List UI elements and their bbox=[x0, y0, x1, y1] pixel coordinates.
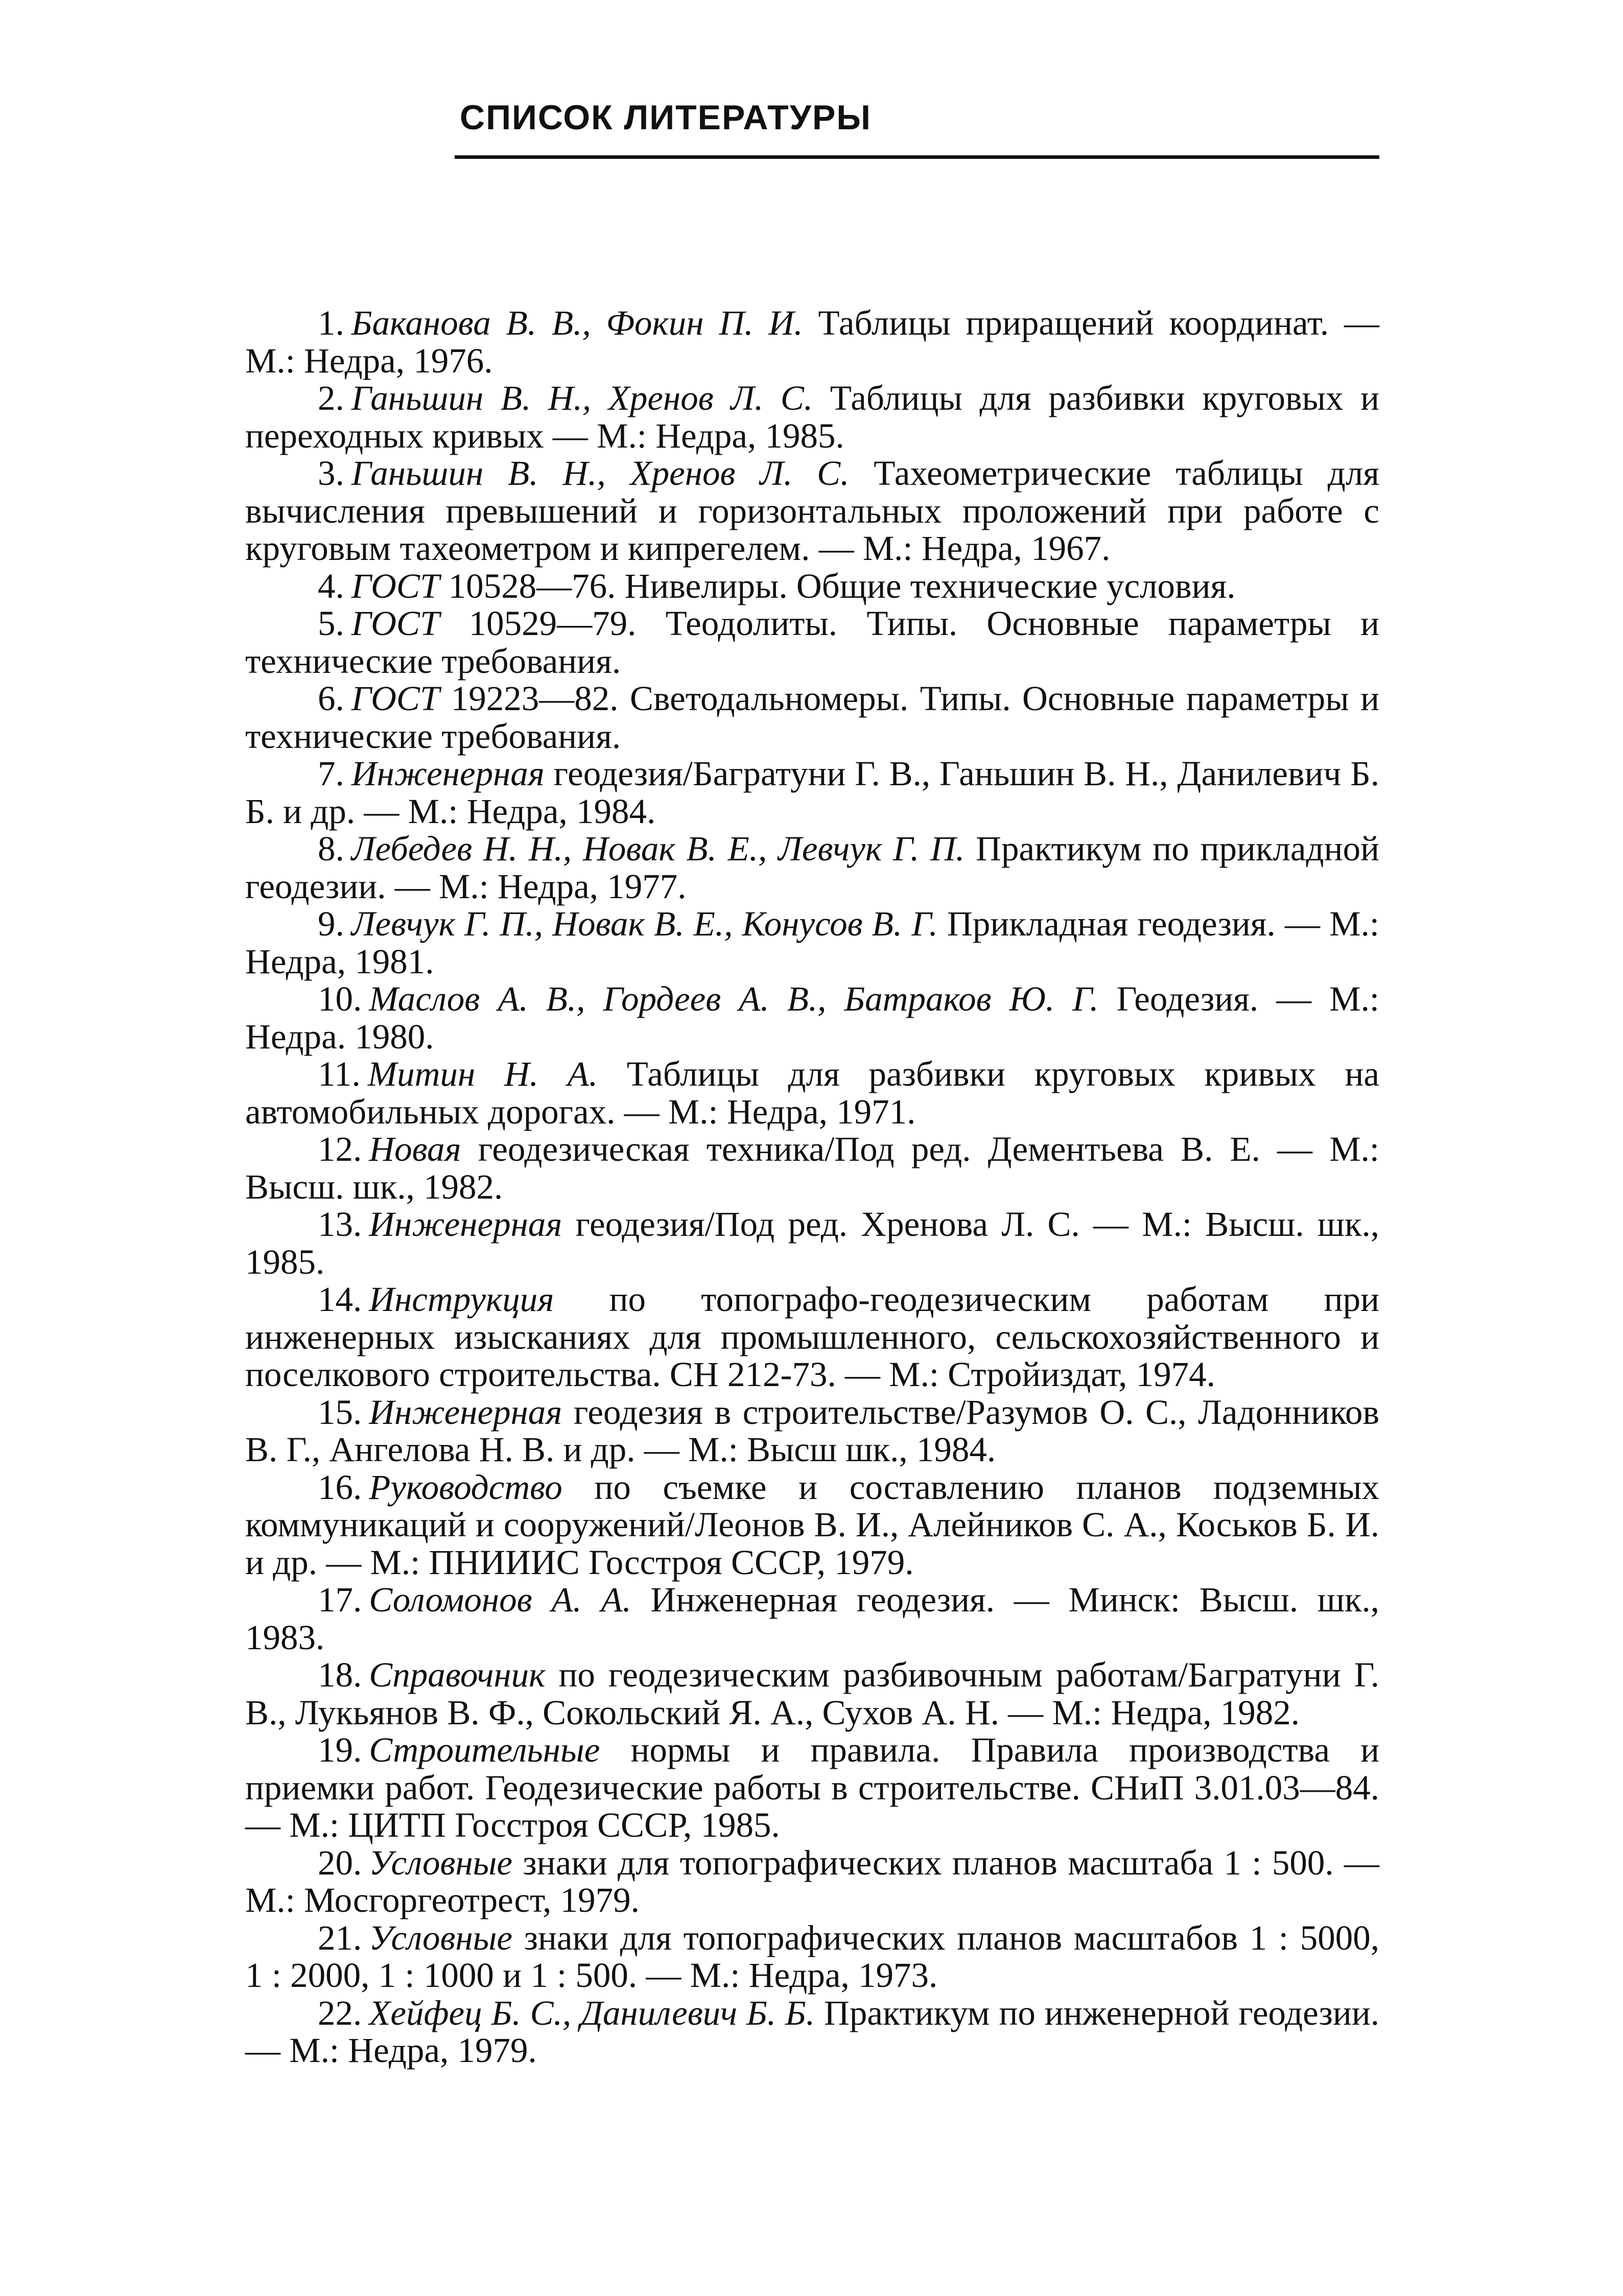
reference-item bbox=[245, 1581, 1379, 1656]
reference-text: геодезическая техника/Под ред. Дементьева В. Е. — М.: Высш. шк., 1982. bbox=[245, 1130, 1379, 1206]
reference-item bbox=[245, 1281, 1379, 1394]
reference-number: 3. bbox=[318, 454, 344, 493]
reference-number: 18. bbox=[318, 1655, 362, 1694]
reference-authors: Соломонов А. А. bbox=[369, 1580, 631, 1619]
reference-authors: Хейфец Б. С., Данилевич Б. Б. bbox=[369, 1993, 815, 2032]
reference-number: 13. bbox=[318, 1205, 362, 1244]
reference-number: 16. bbox=[318, 1467, 362, 1507]
reference-authors: Инженерная bbox=[351, 754, 545, 793]
reference-authors: Левчук Г. П., Новак В. Е., Конусов В. Г. bbox=[351, 904, 938, 943]
reference-text: 10528—76. Нивелиры. Общие технические условия. bbox=[448, 566, 1236, 605]
reference-text: Тахеометрические таблицы для вычисления превышений и горизонтальных проложений при работе с круговым тахеометром и кипрегелем. — М.: Недра, 1967. bbox=[245, 454, 1379, 568]
reference-item bbox=[245, 1995, 1379, 2070]
reference-number: 6. bbox=[318, 679, 344, 718]
reference-item bbox=[245, 1731, 1379, 1844]
reference-authors: Митин Н. А. bbox=[367, 1055, 598, 1093]
title-rule bbox=[455, 155, 1379, 159]
reference-number: 11. bbox=[318, 1055, 361, 1093]
reference-item bbox=[245, 1056, 1379, 1131]
reference-authors: Новая bbox=[369, 1130, 461, 1168]
page-title: СПИСОК ЛИТЕРАТУРЫ bbox=[460, 98, 872, 137]
reference-item bbox=[245, 1394, 1379, 1469]
reference-number: 21. bbox=[318, 1918, 362, 1957]
reference-authors: Инженерная bbox=[369, 1392, 562, 1432]
reference-authors: ГОСТ bbox=[351, 604, 440, 643]
reference-text: Таблицы для разбивки круговых кривых на автомобильных дорогах. — М.: Недра, 1971. bbox=[245, 1055, 1380, 1131]
reference-item bbox=[245, 1844, 1379, 1919]
reference-text: геодезия в строительстве/Разумов О. С., Ладонников В. Г., Ангелова Н. В. и др. — М.: Высш шк., 1984. bbox=[245, 1392, 1380, 1469]
reference-number: 17. bbox=[318, 1580, 362, 1619]
reference-authors: Справочник bbox=[369, 1655, 546, 1694]
reference-item bbox=[245, 605, 1379, 680]
reference-text: Инженерная геодезия. — Минск: Высш. шк., 1983. bbox=[245, 1580, 1379, 1657]
reference-number: 8. bbox=[318, 829, 344, 868]
reference-number: 5. bbox=[318, 604, 344, 643]
reference-text: геодезия/Багратуни Г. В., Ганьшин В. Н., Данилевич Б. Б. и др. — М.: Недра, 1984. bbox=[245, 754, 1379, 831]
reference-number: 9. bbox=[318, 904, 344, 943]
reference-authors: Лебедев Н. Н., Новак В. Е., Левчук Г. П. bbox=[351, 829, 965, 868]
reference-text: геодезия/Под ред. Хренова Л. С. — М.: Высш. шк., 1985. bbox=[245, 1205, 1379, 1281]
reference-item bbox=[245, 755, 1379, 830]
reference-number: 20. bbox=[318, 1843, 362, 1882]
reference-text: по топографо-геодезическим работам при инженерных изысканиях для промышленного, сельскохозяйственного и поселкового строительства. СН 212-73. — М.: Стройиздат, 1974. bbox=[245, 1280, 1379, 1394]
reference-authors: Инженерная bbox=[369, 1205, 562, 1244]
reference-text: Практикум по инженерной геодезии. — М.: Недра, 1979. bbox=[245, 1993, 1380, 2070]
reference-authors: Маслов А. В., Гордеев А. В., Батраков Ю. Г. bbox=[369, 979, 1099, 1018]
reference-item bbox=[245, 304, 1379, 380]
reference-item bbox=[245, 1919, 1379, 1995]
reference-number: 12. bbox=[318, 1130, 362, 1168]
reference-authors: Руководство bbox=[369, 1467, 562, 1507]
reference-item bbox=[245, 568, 1379, 605]
reference-item bbox=[245, 380, 1379, 455]
reference-number: 7. bbox=[318, 754, 344, 793]
reference-number: 14. bbox=[318, 1280, 362, 1319]
reference-item bbox=[245, 1131, 1379, 1206]
reference-item bbox=[245, 1206, 1379, 1281]
reference-text: 10529—79. Теодолиты. Типы. Основные параметры и технические требования. bbox=[245, 604, 1379, 681]
reference-authors: Инструкция bbox=[369, 1280, 554, 1319]
reference-number: 22. bbox=[318, 1993, 362, 2032]
reference-item bbox=[245, 905, 1379, 980]
reference-text: Таблицы приращений координат. — М.: Недра, 1976. bbox=[245, 303, 1380, 380]
reference-number: 15. bbox=[318, 1392, 362, 1432]
reference-authors: Ганьшин В. Н., Хренов Л. С. bbox=[351, 454, 850, 493]
reference-authors: ГОСТ bbox=[351, 566, 440, 605]
reference-item bbox=[245, 980, 1379, 1056]
reference-text: 19223—82. Светодальномеры. Типы. Основные параметры и технические требования. bbox=[245, 679, 1380, 756]
reference-number: 19. bbox=[318, 1730, 362, 1769]
reference-text: знаки для топографических планов масштаба 1 : 500. — М.: Мосгоргеотрест, 1979. bbox=[245, 1843, 1379, 1919]
reference-item bbox=[245, 830, 1379, 905]
reference-item bbox=[245, 1469, 1379, 1582]
reference-item bbox=[245, 680, 1379, 755]
reference-item bbox=[245, 455, 1379, 568]
reference-number: 10. bbox=[318, 979, 362, 1018]
reference-number: 1. bbox=[318, 303, 344, 342]
reference-text: Геодезия. — М.: Недра. 1980. bbox=[245, 979, 1380, 1056]
reference-authors: ГОСТ bbox=[351, 679, 440, 718]
reference-authors: Баканова В. В., Фокин П. И. bbox=[351, 303, 803, 342]
reference-authors: Строительные bbox=[369, 1730, 600, 1769]
reference-text: Прикладная геодезия. — М.: Недра, 1981. bbox=[245, 904, 1379, 981]
reference-number: 4. bbox=[318, 566, 344, 605]
reference-list bbox=[245, 304, 1379, 2070]
reference-text: нормы и правила. Правила производства и приемки работ. Геодезические работы в строительстве. СНиП 3.01.03—84. — М.: ЦИТП Госстроя СССР, 1985. bbox=[245, 1730, 1379, 1844]
reference-text: Таблицы для разбивки круговых и переходных кривых — М.: Недра, 1985. bbox=[245, 379, 1380, 455]
reference-authors: Условные bbox=[369, 1843, 513, 1882]
page bbox=[245, 97, 1379, 2070]
reference-authors: Условные bbox=[369, 1918, 513, 1957]
reference-text: по съемке и составлению планов подземных коммуникаций и сооружений/Леонов В. И., Алейников С. А., Коськов Б. И. и др. — М.: ПНИИИС Госстроя СССР, 1979. bbox=[245, 1467, 1379, 1582]
reference-text: Практикум по прикладной геодезии. — М.: Недра, 1977. bbox=[245, 829, 1380, 906]
reference-item bbox=[245, 1656, 1379, 1731]
reference-text: по геодезическим разбивочным работам/Багратуни Г. В., Лукьянов В. Ф., Сокольский Я. А., Сухов А. Н. — М.: Недра, 1982. bbox=[245, 1655, 1379, 1732]
reference-authors: Ганьшин В. Н., Хренов Л. С. bbox=[351, 379, 813, 417]
reference-text: знаки для топографических планов масштабов 1 : 5000, 1 : 2000, 1 : 1000 и 1 : 500. — М.: Недра, 1973. bbox=[245, 1918, 1380, 1995]
reference-number: 2. bbox=[318, 379, 344, 417]
